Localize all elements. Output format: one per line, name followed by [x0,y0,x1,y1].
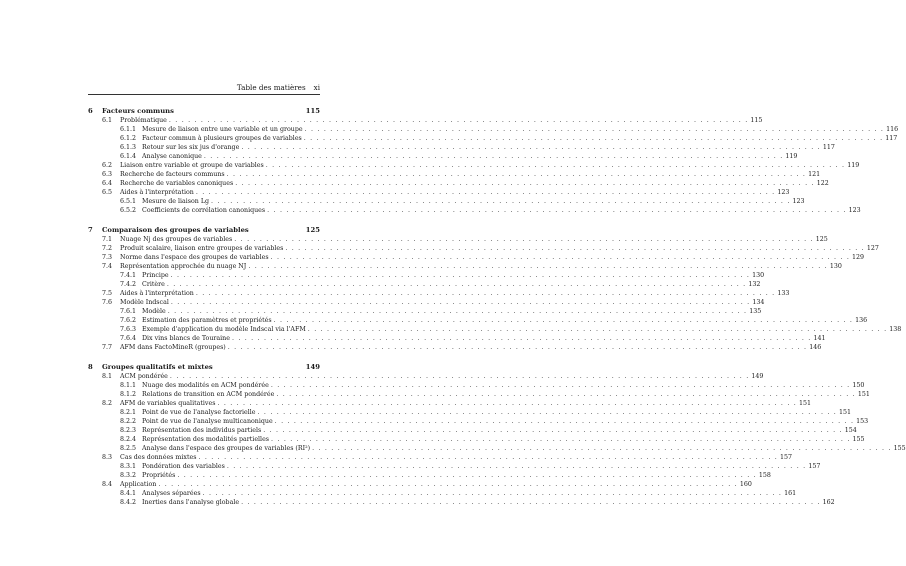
entry-title: Analyse dans l'espace des groupes de variables (RI²) [142,445,311,452]
entry-title: Application [120,481,157,488]
toc-subsection[interactable] [88,271,765,280]
dot-leader [171,298,751,307]
entry-title: Propriétés [142,472,176,479]
entry-number: 6.5 [102,189,113,196]
entry-page-number: 150 [852,382,865,389]
entry-page-number: 151 [839,409,852,416]
entry-page-number: 155 [893,445,906,452]
chapter-page-number: 125 [305,226,320,234]
entry-page-number: 130 [752,272,765,279]
entry-number: 7.6.1 [120,308,137,315]
entry-number: 8.2.2 [120,418,137,425]
entry-page-number: 123 [792,198,805,205]
entry-title: Relations de transition en ACM pondérée [142,391,275,398]
entry-number: 6.1.3 [120,144,137,151]
entry-title: Recherche de facteurs communs [120,171,225,178]
entry-page-number: 138 [889,326,902,333]
toc-subsection[interactable] [88,435,865,444]
entry-number: 8.1 [102,373,113,380]
entry-page-number: 125 [815,236,828,243]
chapter-title: Comparaison des groupes de variables [102,226,249,234]
entry-number: 8.4 [102,481,113,488]
dot-leader [258,408,838,417]
dot-leader [241,143,821,152]
toc-subsection[interactable] [88,325,902,334]
dot-leader [235,179,815,188]
toc-subsection[interactable] [88,134,898,143]
toc-subsection[interactable] [88,152,798,161]
dot-leader [276,390,856,399]
entry-title: Norme dans l'espace des groupes de variables [120,254,269,261]
dot-leader [234,235,814,244]
entry-number: 6.2 [102,162,113,169]
entry-number: 7.1 [102,236,113,243]
entry-number: 6.1 [102,117,113,124]
entry-number: 8.4.1 [120,490,137,497]
toc-section[interactable] [88,253,865,262]
chapter-page-number: 115 [305,107,320,115]
entry-title: Facteur commun à plusieurs groupes de variables [142,135,302,142]
dot-leader [203,489,783,498]
entry-title: Recherche de variables canoniques [120,180,234,187]
toc-section[interactable] [88,298,765,307]
entry-page-number: 158 [758,472,771,479]
toc-subsection[interactable] [88,125,899,134]
entry-page-number: 134 [752,299,765,306]
toc-subsection[interactable] [88,143,835,152]
dot-leader [305,125,885,134]
entry-number: 6.1.1 [120,126,137,133]
toc-section[interactable] [88,244,879,253]
toc-subsection[interactable] [88,444,906,453]
entry-number: 7.6.2 [120,317,137,324]
entry-number: 8.2.4 [120,436,137,443]
toc-section[interactable] [88,262,842,271]
entry-page-number: 162 [822,499,835,506]
toc-section[interactable] [88,289,790,298]
dot-leader [170,372,750,381]
running-head-title: Table des matières [236,83,306,92]
toc-subsection[interactable] [88,206,861,215]
dot-leader [228,343,808,352]
chapter-heading[interactable] [88,225,320,235]
toc-chapter [88,362,906,507]
entry-title: Aides à l'interprétation [120,290,194,297]
dot-leader [312,444,892,453]
entry-title: Modèle Indscal [120,299,169,306]
toc-subsection[interactable] [88,408,852,417]
entry-title: Aides à l'interprétation [120,189,194,196]
entry-title: Liaison entre variable et groupe de variables [120,162,264,169]
entry-page-number: 135 [749,308,762,315]
entry-page-number: 151 [857,391,870,398]
entry-page-number: 115 [750,117,763,124]
dot-leader [304,134,884,143]
entry-number: 7.3 [102,254,113,261]
dot-leader [171,271,751,280]
entry-title: Pondération des variables [142,463,225,470]
toc-subsection[interactable] [88,197,805,206]
toc-section[interactable] [88,161,860,170]
dot-leader [227,462,807,471]
entry-number: 8.3 [102,454,113,461]
entry-title: Analyse canonique [142,153,202,160]
entry-title: Critère [142,281,165,288]
dot-leader [271,381,851,390]
toc-subsection[interactable] [88,280,761,289]
toc-subsection[interactable] [88,334,826,343]
toc-section[interactable] [88,116,763,125]
entry-title: Nuage des modalités en ACM pondérée [142,382,269,389]
toc-section[interactable] [88,179,829,188]
entry-page-number: 157 [808,463,821,470]
dot-leader [196,289,776,298]
toc-subsection[interactable] [88,426,857,435]
entry-title: Représentation des modalités partielles [142,436,270,443]
dot-leader [204,152,784,161]
dot-leader [211,197,791,206]
entry-page-number: 116 [886,126,899,133]
entry-page-number: 123 [848,207,861,214]
chapter-title: Facteurs communs [102,107,174,115]
entry-title: Mesure de liaison entre une variable et un groupe [142,126,303,133]
entry-number: 8.2.1 [120,409,137,416]
dot-leader [271,435,851,444]
entry-title: Point de vue de l'analyse multicanonique [142,418,273,425]
chapter-number: 6 [88,107,93,115]
header-rule [88,94,320,95]
toc-subsection[interactable] [88,381,865,390]
entry-number: 6.5.2 [120,207,137,214]
entry-page-number: 119 [785,153,798,160]
dot-leader [275,417,855,426]
chapter-number: 8 [88,363,93,371]
entry-number: 7.6.3 [120,326,137,333]
toc-subsection[interactable] [88,417,869,426]
entry-page-number: 117 [885,135,898,142]
entry-number: 7.6 [102,299,113,306]
toc-subsection[interactable] [88,489,797,498]
chapter-heading[interactable] [88,362,320,372]
entry-number: 6.5.1 [120,198,137,205]
dot-leader [169,116,749,125]
entry-page-number: 130 [829,263,842,270]
entry-title: Nuage Nj des groupes de variables [120,236,233,243]
entry-number: 8.2 [102,400,113,407]
running-head [88,83,320,92]
entry-page-number: 141 [813,335,826,342]
dot-leader [308,325,888,334]
entry-number: 6.3 [102,171,113,178]
dot-leader [241,498,821,507]
entry-number: 8.2.5 [120,445,137,452]
entry-number: 7.5 [102,290,113,297]
dot-leader [267,206,847,215]
chapter-number: 7 [88,226,93,234]
entry-title: Inerties dans l'analyse globale [142,499,240,506]
toc-section[interactable] [88,343,822,352]
toc-subsection[interactable] [88,498,835,507]
toc-section[interactable] [88,188,790,197]
toc-subsection[interactable] [88,390,870,399]
entry-page-number: 149 [751,373,764,380]
running-head-page-number: xi [313,83,320,92]
entry-page-number: 122 [816,180,829,187]
entry-page-number: 123 [777,189,790,196]
entry-number: 7.4 [102,263,113,270]
toc-section[interactable] [88,235,828,244]
entry-number: 6.1.2 [120,135,137,142]
toc-section[interactable] [88,170,821,179]
dot-leader [266,161,846,170]
entry-number: 8.1.1 [120,382,137,389]
entry-number: 8.3.1 [120,463,137,470]
table-of-contents [88,106,906,517]
toc-chapter [88,106,899,215]
entry-title: Produit scalaire, liaison entre groupes de variables [120,245,284,252]
entry-title: ACM pondérée [120,373,168,380]
entry-page-number: 129 [852,254,865,261]
entry-page-number: 117 [822,144,835,151]
dot-leader [263,426,843,435]
entry-number: 7.2 [102,245,113,252]
entry-title: Mesure de liaison Lg [142,198,210,205]
entry-title: AFM dans FactoMineR (groupes) [120,344,226,351]
entry-title: Coefficients de corrélation canoniques [142,207,266,214]
entry-page-number: 151 [798,400,811,407]
dot-leader [168,307,748,316]
entry-page-number: 154 [844,427,857,434]
dot-leader [248,262,828,271]
entry-page-number: 157 [779,454,792,461]
dot-leader [167,280,747,289]
dot-leader [158,480,738,489]
entry-page-number: 133 [777,290,790,297]
entry-title: Problématique [120,117,167,124]
entry-page-number: 160 [739,481,752,488]
dot-leader [232,334,812,343]
dot-leader [285,244,865,253]
entry-title: Analyses séparées [142,490,201,497]
entry-number: 8.4.2 [120,499,137,506]
entry-number: 8.3.2 [120,472,137,479]
entry-title: Dix vins blancs de Touraine [142,335,230,342]
dot-leader [271,253,851,262]
chapter-title: Groupes qualitatifs et mixtes [102,363,213,371]
entry-title: Retour sur les six jus d'orange [142,144,240,151]
entry-number: 8.2.3 [120,427,137,434]
dot-leader [227,170,807,179]
dot-leader [196,188,776,197]
dot-leader [274,316,854,325]
entry-title: Modèle [142,308,166,315]
entry-page-number: 146 [809,344,822,351]
entry-title: Représentation des individus partiels [142,427,262,434]
entry-title: Estimation des paramètres et propriétés [142,317,272,324]
entry-page-number: 127 [866,245,879,252]
entry-number: 7.4.2 [120,281,137,288]
toc-section[interactable] [88,372,764,381]
entry-title: Point de vue de l'analyse factorielle [142,409,256,416]
entry-page-number: 119 [847,162,860,169]
entry-title: Exemple d'application du modèle Indscal via l'AFM [142,326,306,333]
chapter-heading[interactable] [88,106,320,116]
entry-page-number: 136 [855,317,868,324]
toc-subsection[interactable] [88,316,868,325]
entry-number: 6.1.4 [120,153,137,160]
entry-title: Principe [142,272,169,279]
entry-number: 7.7 [102,344,113,351]
dot-leader [198,453,778,462]
entry-title: Cas des données mixtes [120,454,197,461]
chapter-page-number: 149 [305,363,320,371]
toc-subsection[interactable] [88,307,762,316]
toc-section[interactable] [88,453,792,462]
entry-page-number: 121 [808,171,821,178]
entry-number: 6.4 [102,180,113,187]
dot-leader [217,399,797,408]
toc-chapter [88,225,902,352]
entry-page-number: 161 [784,490,797,497]
entry-page-number: 155 [852,436,865,443]
entry-number: 7.6.4 [120,335,137,342]
entry-page-number: 132 [748,281,761,288]
toc-section[interactable] [88,480,752,489]
toc-subsection[interactable] [88,471,771,480]
entry-title: AFM de variables qualitatives [120,400,216,407]
entry-number: 8.1.2 [120,391,137,398]
entry-page-number: 153 [856,418,869,425]
entry-title: Représentation approchée du nuage NJ [120,263,247,270]
toc-section[interactable] [88,399,811,408]
toc-subsection[interactable] [88,462,821,471]
entry-number: 7.4.1 [120,272,137,279]
dot-leader [177,471,757,480]
